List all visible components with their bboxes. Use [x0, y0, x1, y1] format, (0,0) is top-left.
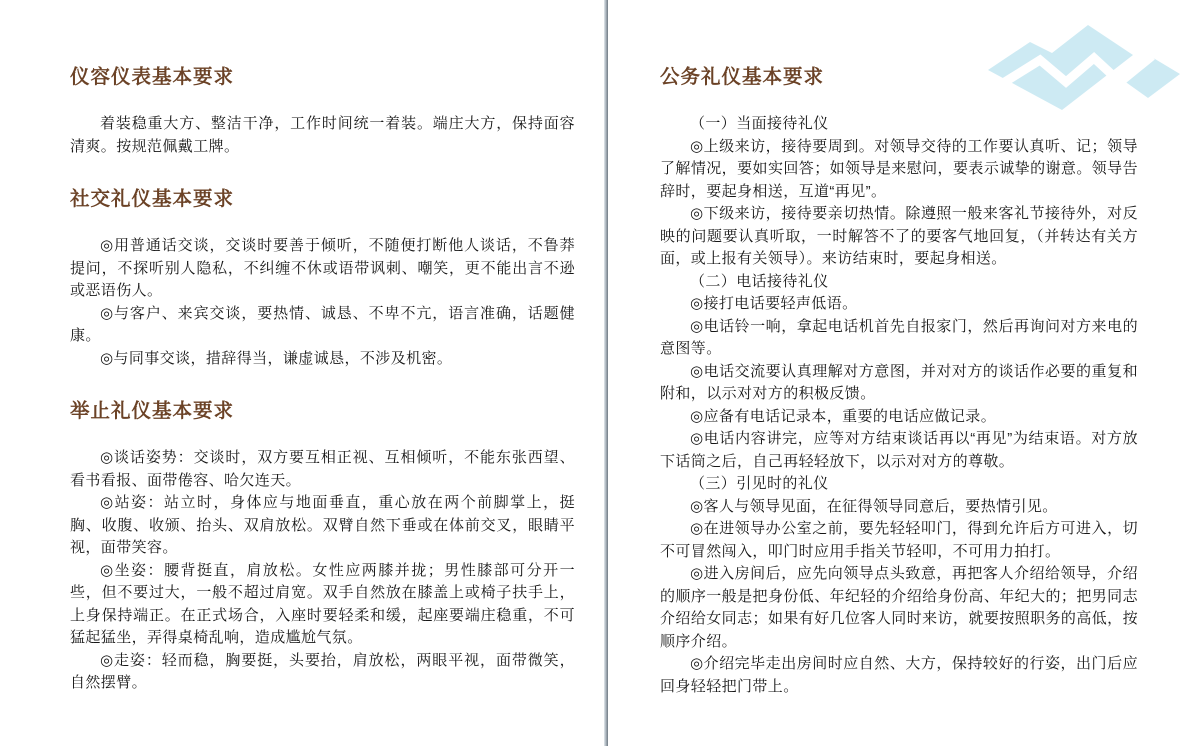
paragraph: ◎客人与领导见面，在征得领导同意后，要热情引见。 [690, 497, 1058, 515]
paragraph: ◎站姿：站立时，身体应与地面垂直，重心放在两个前脚掌上，挺胸、收腹、收颁、抬头、双肩放松。双臂自然下垂或在体前交叉，眼睛平视，面带笑容。 [70, 494, 575, 556]
paragraph: ◎用普通话交谈，交谈时要善于倾听，不随便打断他人谈话，不鲁莽提问，不探听别人隐私，不纠缠不休或语带讽刺、嘲笑，更不能出言不逊或恶语伤人。 [70, 237, 575, 299]
paragraph: ◎接打电话要轻声低语。 [690, 295, 858, 312]
section-heading-appearance: 仪容仪表基本要求 [70, 66, 235, 88]
section-heading-behavior-etiquette: 举止礼仪基本要求 [70, 400, 235, 422]
paragraph: ◎电话铃一响，拿起电话机首先自报家门，然后再询问对方来电的意图等。 [660, 317, 1138, 357]
paragraph: ◎电话内容讲完，应等对方结束谈话再以“再见”为结束语。对方放下话筒之后，自己再轻轻放下，以示对对方的尊敬。 [660, 430, 1138, 470]
paragraph: 着装稳重大方、整洁干净，工作时间统一着装。端庄大方，保持面容清爽。按规范佩戴工牌。 [70, 115, 575, 155]
paragraph: ◎上级来访，接待要周到。对领导交待的工作要认真听、记；领导了解情况，要如实回答；如领导是来慰问，要表示诚挚的谢意。领导告辞时，要起身相送，互道“再见”。 [660, 137, 1138, 200]
paragraph: ◎坐姿：腰背挺直，肩放松。女性应两膝并拢；男性膝部可分开一些，但不要过大，一般不超过肩宽。双手自然放在膝盖上或椅子扶手上，上身保持端正。在正式场合，入座时要轻柔和缓，起座要端庄稳重，不可猛起猛坐，弄得桌椅乱响，造成尴尬气氛。 [70, 561, 575, 646]
paragraph: （三）引见时的礼仪 [690, 475, 829, 492]
section-heading-official-etiquette: 公务礼仪基本要求 [660, 66, 825, 88]
page-left [70, 66, 575, 695]
paragraph: ◎电话交流要认真理解对方意图，并对对方的谈话作必要的重复和附和，以示对对方的积极反馈。 [660, 362, 1138, 402]
paragraph: （二）电话接待礼仪 [690, 272, 829, 290]
paragraph: ◎与同事交谈，措辞得当，谦虚诚恳，不涉及机密。 [100, 349, 453, 367]
paragraph: ◎进入房间后，应先向领导点头致意，再把客人介绍给领导，介绍的顺序一般是把身份低、年纪轻的介绍给身份高、年纪大的；把男同志介绍给女同志；如果有好几位客人同时来访，就要按照职务的高低，按顺序介绍。 [660, 565, 1138, 650]
paragraph: ◎应备有电话记录本，重要的电话应做记录。 [690, 407, 997, 425]
page-right [660, 66, 1138, 698]
paragraph: ◎介绍完毕走出房间时应自然、大方，保持较好的行姿，出门后应回身轻轻把门带上。 [660, 655, 1138, 695]
paragraph: ◎下级来访，接待要亲切热情。除遵照一般来客礼节接待外，对反映的问题要认真听取，一时解答不了的要客气地回复，（并转达有关方面，或上报有关领导）。来访结束时，要起身相送。 [660, 205, 1138, 267]
paragraph: ◎与客户、来宾交谈，要热情、诚恳、不卑不亢，语言准确，话题健康。 [70, 304, 575, 344]
section-heading-social-etiquette: 社交礼仪基本要求 [70, 188, 235, 210]
page-divider [604, 0, 608, 746]
paragraph: ◎走姿：轻而稳，胸要挺，头要抬，肩放松，两眼平视，面带微笑，自然摆臂。 [70, 651, 575, 691]
paragraph: ◎在进领导办公室之前，要先轻轻叩门，得到允许后方可进入，切不可冒然闯入，叩门时应用手指关节轻叩，不可用力拍打。 [660, 520, 1138, 560]
paragraph: （一）当面接待礼仪 [690, 115, 829, 132]
brand-logo-icon [985, 20, 1181, 115]
paragraph: ◎谈话姿势：交谈时，双方要互相正视、互相倾听，不能东张西望、看书看报、面带倦容、哈欠连天。 [70, 449, 575, 489]
